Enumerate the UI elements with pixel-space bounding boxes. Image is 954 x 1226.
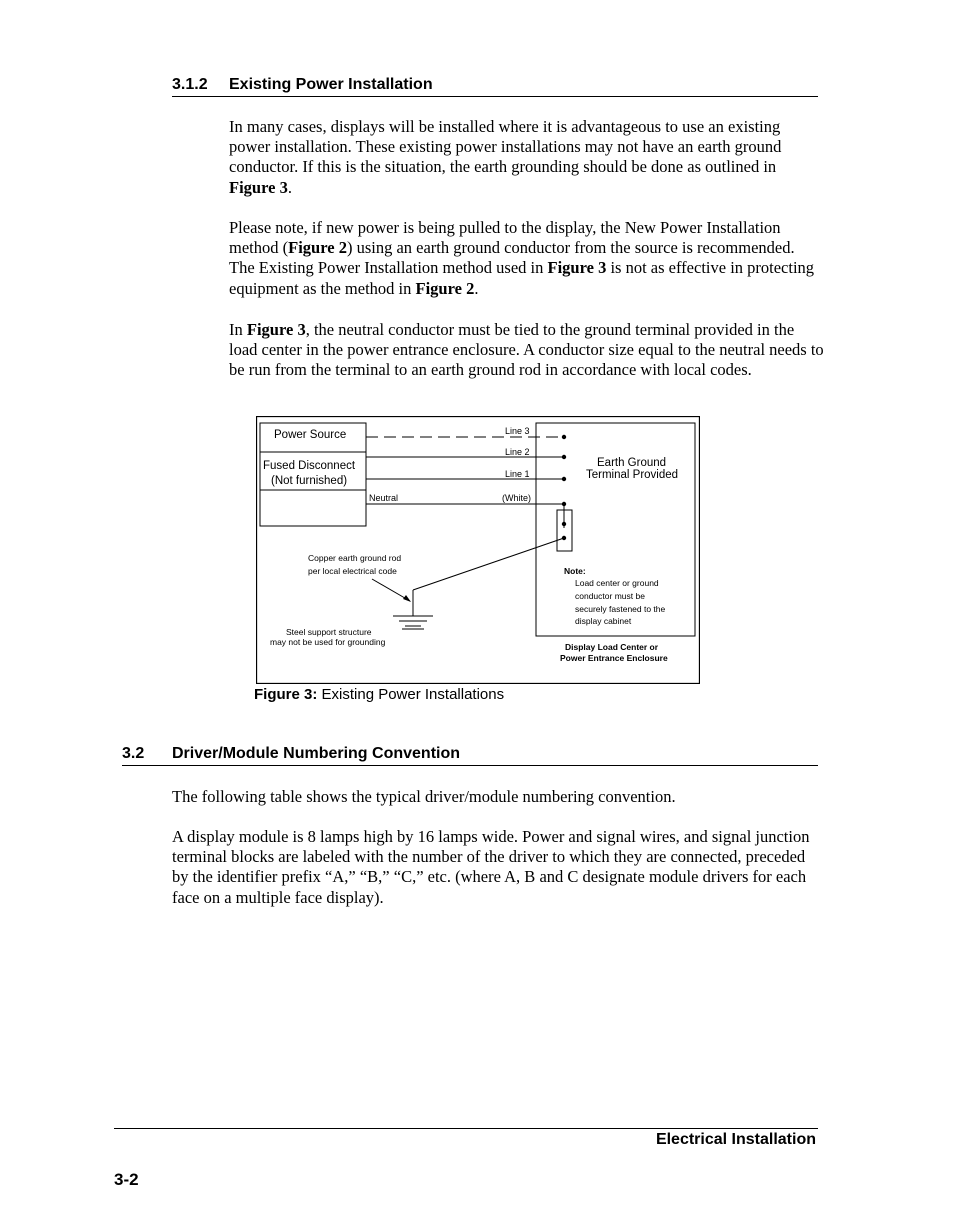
- neutral-label: Neutral: [369, 493, 399, 503]
- line-1-label: Line 1: [505, 469, 530, 479]
- fused-disconnect-label: Fused Disconnect: [263, 460, 356, 472]
- ground-conductor: [413, 538, 564, 590]
- paragraph-existing-power-3: In Figure 3, the neutral conductor must be tied to the ground terminal provided in the load center in the power entrance enclosure. A conductor size equal to the neutral needs to be run from the terminal to an earth ground rod in accordance with local codes.: [229, 320, 824, 380]
- line-3-label: Line 3: [505, 426, 530, 436]
- line-2-terminal: [562, 455, 566, 459]
- terminal-provided-label: Terminal Provided: [586, 469, 679, 481]
- paragraph-numbering-1: The following table shows the typical driver/module numbering convention.: [172, 787, 676, 806]
- figure-ref: Figure 3: [229, 177, 288, 197]
- neutral-terminal: [562, 502, 566, 506]
- paragraph-existing-power-2: Please note, if new power is being pulled to the display, the New Power Installation method (Figure 2) using an earth ground conductor from the source is recommended. The Existing Power Installation method used in Figure 3 is not as effective in protecting equipment as the method in Figure 2.: [229, 218, 815, 298]
- section-number: 3.1.2: [172, 76, 208, 93]
- section-title: Existing Power Installation: [229, 76, 433, 93]
- earth-ground-label: Earth Ground: [597, 457, 667, 469]
- figure-ref: Figure 2: [288, 238, 347, 258]
- steel-support-label: may not be used for grounding: [270, 637, 386, 647]
- not-furnished-label: (Not furnished): [271, 475, 348, 487]
- ground-terminal-dot: [562, 536, 566, 540]
- page-number: 3-2: [114, 1170, 139, 1189]
- enclosure-label: Power Entrance Enclosure: [560, 653, 668, 663]
- note-text: Load center or ground: [575, 578, 659, 588]
- figure-ref: Figure 2: [415, 278, 475, 298]
- footer-rule: [114, 1128, 818, 1129]
- steel-support-label: Steel support structure: [286, 627, 372, 637]
- note-title: Note:: [564, 566, 586, 576]
- white-label: (White): [502, 493, 531, 503]
- paragraph-numbering-2: A display module is 8 lamps high by 16 lamps wide. Power and signal wires, and signal junction terminal blocks are labeled with the number of the driver to which they are connected, preceded by the identifier prefix “A,” “B,” “C,” etc. (where A, B and C designate module drivers for each face on a multiple face display).: [172, 827, 810, 907]
- figure-ref: Figure 3: [246, 320, 306, 339]
- enclosure-label: Display Load Center or: [565, 642, 659, 652]
- line-2-label: Line 2: [505, 447, 530, 457]
- figure-3-diagram: [256, 416, 700, 684]
- section-number: 3.2: [122, 745, 145, 762]
- line-3-terminal: [562, 435, 566, 439]
- copper-rod-label: per local electrical code: [308, 566, 397, 576]
- copper-rod-label: Copper earth ground rod: [308, 553, 402, 563]
- note-text: conductor must be: [575, 591, 645, 601]
- ground-terminal-dot: [562, 522, 566, 526]
- figure-3-caption: Figure 3: Existing Power Installations: [254, 686, 505, 703]
- section-heading-3-1-2: [172, 76, 818, 97]
- arrowhead: [403, 595, 411, 602]
- paragraph-existing-power-1: In many cases, displays will be installed where it is advantageous to use an existing power installation. These existing power installations may not have an earth ground conductor. If this is the situation, the earth grounding should be done as outlined in Figure 3.: [229, 117, 782, 197]
- note-text: display cabinet: [575, 616, 632, 626]
- power-source-label: Power Source: [274, 429, 347, 441]
- section-heading-3-2: [122, 745, 818, 766]
- footer-title: Electrical Installation: [655, 1131, 816, 1148]
- section-title: Driver/Module Numbering Convention: [172, 745, 461, 762]
- note-text: securely fastened to the: [575, 604, 666, 614]
- line-1-terminal: [562, 477, 566, 481]
- figure-ref: Figure 3: [547, 258, 607, 278]
